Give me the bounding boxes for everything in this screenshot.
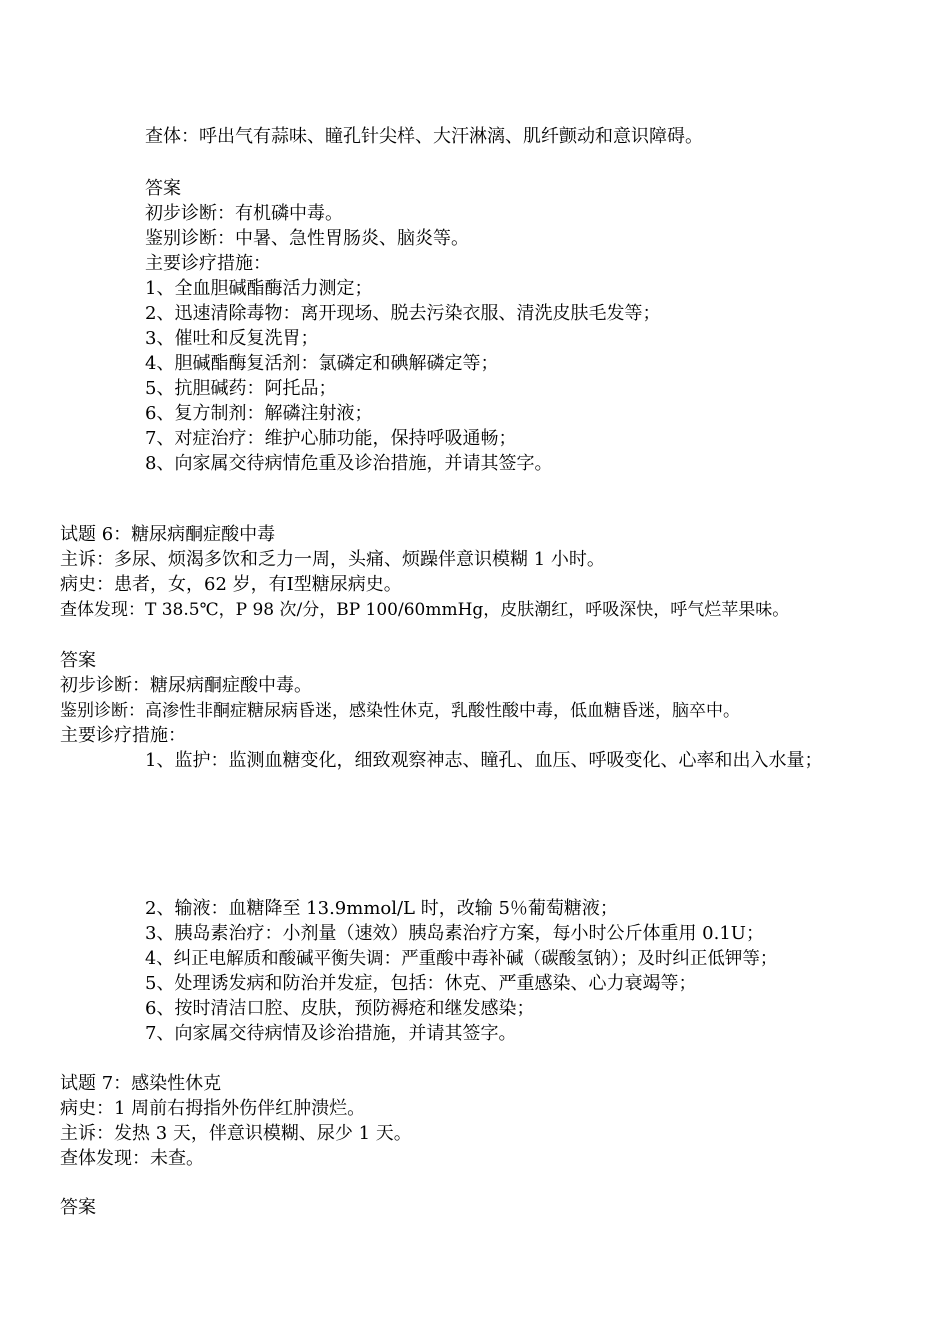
s5-measure-8: 8、向家属交待病情危重及诊治措施，并请其签字。 [145, 453, 553, 474]
s5-measure-7: 7、对症治疗：维护心肺功能，保持呼吸通畅； [145, 428, 517, 449]
s5-measure-1: 1、全血胆碱酯酶活力测定； [145, 278, 373, 299]
s5-answer-heading: 答案 [145, 178, 181, 199]
s6-exam: 查体发现：T 38.5℃，P 98 次/分，BP 100/60mmHg，皮肤潮红，呼吸深快，呼气烂苹果味。 [60, 600, 790, 620]
s6-measure-6: 6、按时清洁口腔、皮肤，预防褥疮和继发感染； [145, 998, 535, 1019]
s6-complaint: 主诉：多尿、烦渴多饮和乏力一周，头痛、烦躁伴意识模糊 1 小时。 [60, 549, 605, 570]
s6-measure-5: 5、处理诱发病和防治并发症，包括：休克、严重感染、心力衰竭等； [145, 973, 697, 994]
s7-answer-heading: 答案 [60, 1197, 96, 1218]
s5-measure-6: 6、复方制剂：解磷注射液； [145, 403, 373, 424]
s5-measure-5: 5、抗胆碱药：阿托品； [145, 378, 337, 399]
s5-measure-3: 3、催吐和反复洗胃； [145, 328, 319, 349]
s6-answer-heading: 答案 [60, 650, 96, 671]
s6-history: 病史：患者，女，62 岁，有Ⅰ型糖尿病史。 [60, 574, 402, 595]
s6-measure-1: 1、监护：监测血糖变化，细致观察神志、瞳孔、血压、呼吸变化、心率和出入水量； [145, 750, 823, 771]
s6-title: 试题 6：糖尿病酮症酸中毒 [60, 524, 276, 545]
s5-measures-heading: 主要诊疗措施： [145, 253, 271, 274]
s6-measures-heading: 主要诊疗措施： [60, 725, 186, 746]
s5-measure-4: 4、胆碱酯酶复活剂：氯磷定和碘解磷定等； [145, 353, 499, 374]
s7-title: 试题 7：感染性休克 [60, 1073, 222, 1094]
s6-measure-7: 7、向家属交待病情及诊治措施，并请其签字。 [145, 1023, 517, 1044]
s6-measure-2: 2、输液：血糖降至 13.9mmol/L 时，改输 5％葡萄糖液； [145, 898, 618, 919]
s5-exam: 查体：呼出气有蒜味、瞳孔针尖样、大汗淋漓、肌纤颤动和意识障碍。 [145, 126, 703, 147]
s7-complaint: 主诉：发热 3 天，伴意识模糊、尿少 1 天。 [60, 1123, 412, 1144]
s5-diagnosis: 初步诊断：有机磷中毒。 [145, 203, 343, 224]
s7-history: 病史：1 周前右拇指外伤伴红肿溃烂。 [60, 1098, 366, 1119]
s6-diagnosis: 初步诊断：糖尿病酮症酸中毒。 [60, 675, 312, 696]
s6-measure-3: 3、胰岛素治疗：小剂量（速效）胰岛素治疗方案，每小时公斤体重用 0.1U； [145, 923, 764, 944]
s6-differential: 鉴别诊断：高渗性非酮症糖尿病昏迷，感染性休克，乳酸性酸中毒，低血糖昏迷，脑卒中。 [60, 701, 740, 721]
s6-measure-4: 4、纠正电解质和酸碱平衡失调：严重酸中毒补碱（碳酸氢钠）；及时纠正低钾等； [145, 949, 778, 969]
s5-measure-2: 2、迅速清除毒物：离开现场、脱去污染衣服、清洗皮肤毛发等； [145, 303, 661, 324]
s7-exam: 查体发现：未查。 [60, 1148, 204, 1169]
s5-differential: 鉴别诊断：中暑、急性胃肠炎、脑炎等。 [145, 228, 469, 249]
